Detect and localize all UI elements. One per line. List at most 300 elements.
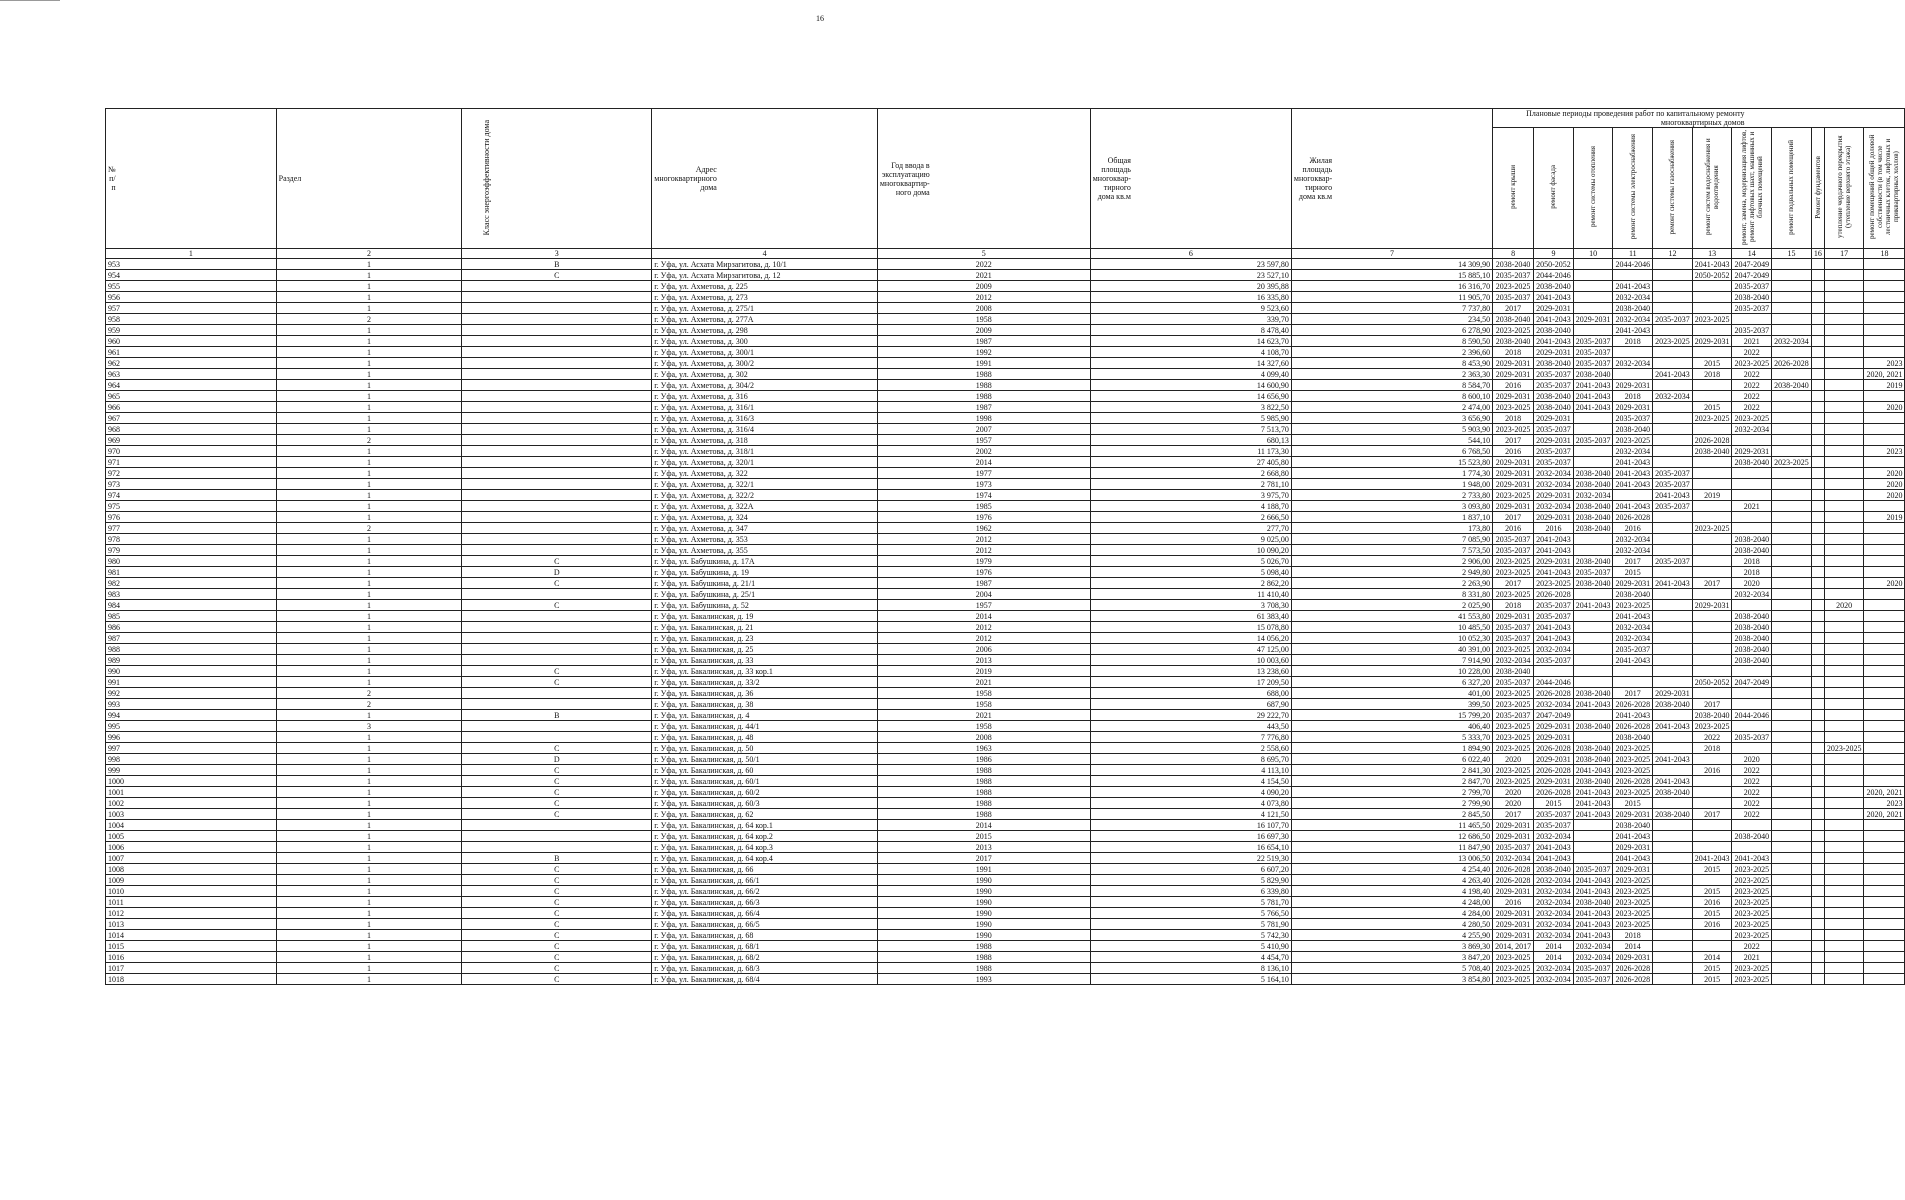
table-cell	[1811, 259, 1824, 270]
table-cell: 4 090,20	[1090, 787, 1291, 798]
column-number: 3	[462, 249, 652, 259]
table-cell	[1653, 897, 1693, 908]
table-cell: 2032-2034	[1573, 490, 1613, 501]
table-cell: 2029-2031	[1653, 688, 1693, 699]
table-cell	[1864, 743, 1905, 754]
table-cell	[1653, 798, 1693, 809]
table-cell: 2015	[1692, 886, 1732, 897]
table-cell: 5 766,50	[1090, 908, 1291, 919]
table-cell: 2035-2037	[1732, 303, 1772, 314]
table-cell	[1653, 270, 1693, 281]
table-cell: 2023-2025	[1613, 765, 1653, 776]
table-cell: 2038-2040	[1573, 479, 1613, 490]
table-cell: C	[462, 941, 652, 952]
table-cell: 2035-2037	[1493, 710, 1534, 721]
table-cell	[1811, 424, 1824, 435]
table-cell	[1824, 303, 1864, 314]
table-cell	[1692, 644, 1732, 655]
table-cell: 2021	[877, 270, 1090, 281]
table-cell: 1	[276, 787, 462, 798]
table-cell: 2014	[1534, 941, 1574, 952]
table-cell: 1	[276, 325, 462, 336]
table-cell	[1772, 281, 1812, 292]
table-cell	[1653, 963, 1693, 974]
table-cell: 2029-2031	[1613, 809, 1653, 820]
table-cell: 1012	[106, 908, 277, 919]
table-row	[106, 413, 1905, 424]
table-cell	[1811, 787, 1824, 798]
table-cell: 2023-2025	[1732, 897, 1772, 908]
table-cell: 1957	[877, 435, 1090, 446]
table-cell	[1811, 897, 1824, 908]
header-group-row	[106, 109, 1905, 128]
table-cell: 2047-2049	[1534, 710, 1574, 721]
table-cell: 2032-2034	[1613, 446, 1653, 457]
table-cell: C	[462, 798, 652, 809]
table-cell: 2047-2049	[1732, 270, 1772, 281]
table-cell: 1	[276, 677, 462, 688]
table-row	[106, 578, 1905, 589]
table-cell	[462, 292, 652, 303]
table-cell: 2029-2031	[1534, 721, 1574, 732]
table-cell: 2017	[1493, 303, 1534, 314]
table-cell	[1653, 655, 1693, 666]
table-cell: г. Уфа, ул. Ахметова, д. 318	[652, 435, 878, 446]
table-cell: 2026-2028	[1493, 864, 1534, 875]
table-cell: 1	[276, 864, 462, 875]
table-cell	[1811, 556, 1824, 567]
table-cell: 1988	[877, 809, 1090, 820]
table-cell	[462, 512, 652, 523]
table-cell: 2035-2037	[1573, 974, 1613, 985]
table-cell: 2008	[877, 303, 1090, 314]
table-cell: 11 173,30	[1090, 446, 1291, 457]
table-cell: C	[462, 875, 652, 886]
table-cell: 1	[276, 974, 462, 985]
table-cell: г. Уфа, ул. Бакалинская, д. 23	[652, 633, 878, 644]
table-cell: 1	[276, 622, 462, 633]
table-cell	[1653, 512, 1693, 523]
column-header-label: ремонт, замена, модернизация лифтов, ремонт лифтовых шахт, машинных и блочных помещений	[1739, 129, 1764, 245]
column-header-label: ремонт системы электроснабжения	[1628, 134, 1637, 240]
table-cell: 2041-2043	[1573, 765, 1613, 776]
table-cell	[1772, 347, 1812, 358]
table-cell: 2020, 2021	[1864, 787, 1905, 798]
table-cell: 2020	[1493, 787, 1534, 798]
table-cell	[1573, 259, 1613, 270]
table-row	[106, 501, 1905, 512]
table-cell: г. Уфа, ул. Бакалинская, д. 64 кор.4	[652, 853, 878, 864]
table-cell	[1692, 567, 1732, 578]
table-cell	[1864, 622, 1905, 633]
table-cell: 1990	[877, 875, 1090, 886]
table-cell: 3 975,70	[1090, 490, 1291, 501]
table-cell: г. Уфа, ул. Бакалинская, д. 50/1	[652, 754, 878, 765]
table-cell	[1824, 490, 1864, 501]
table-cell: 991	[106, 677, 277, 688]
table-cell: 1 774,30	[1291, 468, 1492, 479]
table-cell: 1988	[877, 963, 1090, 974]
table-cell	[1692, 391, 1732, 402]
table-cell: 4 121,50	[1090, 809, 1291, 820]
table-cell: C	[462, 963, 652, 974]
table-row	[106, 974, 1905, 985]
table-cell	[1824, 457, 1864, 468]
table-cell: 2041-2043	[1573, 787, 1613, 798]
table-cell	[1864, 688, 1905, 699]
table-cell	[1824, 798, 1864, 809]
table-cell: 2017	[877, 853, 1090, 864]
table-row	[106, 798, 1905, 809]
table-cell: 963	[106, 369, 277, 380]
table-cell: 2	[276, 314, 462, 325]
table-cell: 2020	[1493, 798, 1534, 809]
table-cell	[1824, 688, 1864, 699]
table-cell: 2023-2025	[1692, 523, 1732, 534]
table-cell: г. Уфа, ул. Ахметова, д. 324	[652, 512, 878, 523]
table-cell	[1692, 303, 1732, 314]
table-cell	[1864, 875, 1905, 886]
table-cell: 2032-2034	[1534, 699, 1574, 710]
table-cell: 4 280,50	[1291, 919, 1492, 930]
table-cell	[1824, 886, 1864, 897]
table-cell	[462, 633, 652, 644]
table-cell: 15 885,10	[1291, 270, 1492, 281]
table-cell: 1988	[877, 765, 1090, 776]
table-cell: 16 316,70	[1291, 281, 1492, 292]
table-cell	[1824, 468, 1864, 479]
table-cell: 2038-2040	[1732, 622, 1772, 633]
table-cell: 2029-2031	[1493, 908, 1534, 919]
table-cell: 1007	[106, 853, 277, 864]
table-cell	[1692, 688, 1732, 699]
table-cell: 1	[276, 501, 462, 512]
table-cell	[1811, 809, 1824, 820]
table-cell	[1824, 281, 1864, 292]
table-cell: г. Уфа, ул. Ахметова, д. 316/4	[652, 424, 878, 435]
table-cell: 977	[106, 523, 277, 534]
table-cell	[1864, 842, 1905, 853]
table-cell: 2035-2037	[1493, 545, 1534, 556]
table-cell	[1824, 501, 1864, 512]
table-row	[106, 732, 1905, 743]
table-cell	[1653, 666, 1693, 677]
table-cell: C	[462, 952, 652, 963]
table-cell	[1573, 534, 1613, 545]
table-cell: 2035-2037	[1534, 600, 1574, 611]
table-row	[106, 644, 1905, 655]
table-cell	[1772, 809, 1812, 820]
table-cell: 2029-2031	[1692, 600, 1732, 611]
table-cell: 2021	[877, 677, 1090, 688]
table-cell: 2035-2037	[1613, 644, 1653, 655]
table-cell: 984	[106, 600, 277, 611]
table-cell: 1003	[106, 809, 277, 820]
table-cell: 10 003,60	[1090, 655, 1291, 666]
table-cell: 1	[276, 666, 462, 677]
column-header	[462, 109, 652, 249]
table-cell: 2029-2031	[1493, 930, 1534, 941]
table-cell: 6 022,40	[1291, 754, 1492, 765]
table-cell: 1	[276, 930, 462, 941]
table-cell: 2004	[877, 589, 1090, 600]
table-cell: 2035-2037	[1732, 732, 1772, 743]
table-cell	[1692, 545, 1732, 556]
table-cell: г. Уфа, ул. Ахметова, д. 273	[652, 292, 878, 303]
table-cell: 1985	[877, 501, 1090, 512]
table-cell	[1653, 380, 1693, 391]
table-cell: г. Уфа, ул. Бакалинская, д. 44/1	[652, 721, 878, 732]
table-cell	[1824, 611, 1864, 622]
table-cell: 7 573,50	[1291, 545, 1492, 556]
table-cell	[1824, 567, 1864, 578]
table-row	[106, 787, 1905, 798]
table-cell	[1824, 633, 1864, 644]
table-cell: 2038-2040	[1732, 457, 1772, 468]
table-cell	[1653, 820, 1693, 831]
table-cell	[1653, 743, 1693, 754]
table-cell: 12 686,50	[1291, 831, 1492, 842]
header-column-numbers-row	[106, 249, 1905, 259]
table-cell	[1772, 875, 1812, 886]
table-cell: 2 363,30	[1291, 369, 1492, 380]
table-cell: г. Уфа, ул. Бакалинская, д. 62	[652, 809, 878, 820]
table-cell	[1811, 765, 1824, 776]
table-cell: 2020	[1864, 468, 1905, 479]
table-cell: 2032-2034	[1534, 479, 1574, 490]
table-cell: 2029-2031	[1534, 776, 1574, 787]
table-cell	[1772, 600, 1812, 611]
table-cell: 1	[276, 358, 462, 369]
table-cell	[1811, 567, 1824, 578]
table-cell	[1811, 732, 1824, 743]
table-cell	[1811, 303, 1824, 314]
table-cell: 2029-2031	[1493, 369, 1534, 380]
table-cell	[1811, 644, 1824, 655]
table-cell	[1811, 853, 1824, 864]
table-cell: 2023-2025	[1613, 886, 1653, 897]
table-cell: 2029-2031	[1613, 842, 1653, 853]
table-cell	[1811, 611, 1824, 622]
table-cell: 2029-2031	[1493, 457, 1534, 468]
table-cell: 2038-2040	[1573, 743, 1613, 754]
table-cell	[1811, 325, 1824, 336]
table-cell: 2044-2046	[1732, 710, 1772, 721]
table-cell: 1005	[106, 831, 277, 842]
table-cell: г. Уфа, ул. Бакалинская, д. 68/3	[652, 963, 878, 974]
table-cell: 2029-2031	[1573, 314, 1613, 325]
table-cell	[1732, 666, 1772, 677]
table-cell: 1	[276, 512, 462, 523]
column-header-label: Ремонт фундаментов	[1813, 155, 1822, 219]
table-cell	[1811, 721, 1824, 732]
table-cell	[1732, 820, 1772, 831]
table-cell: 2023-2025	[1732, 908, 1772, 919]
table-cell: 2021	[877, 710, 1090, 721]
table-cell: 957	[106, 303, 277, 314]
table-cell: 2013	[877, 842, 1090, 853]
table-cell: 2015	[1692, 974, 1732, 985]
table-cell: 7 776,80	[1090, 732, 1291, 743]
table-cell	[1772, 842, 1812, 853]
table-cell: 1017	[106, 963, 277, 974]
table-cell: 2038-2040	[1692, 710, 1732, 721]
table-cell: 2041-2043	[1534, 336, 1574, 347]
table-cell: 1001	[106, 787, 277, 798]
table-row	[106, 457, 1905, 468]
table-cell: 2023-2025	[1732, 875, 1772, 886]
table-cell: 966	[106, 402, 277, 413]
table-cell: 5 708,40	[1291, 963, 1492, 974]
table-cell: 2026-2028	[1613, 963, 1653, 974]
table-row	[106, 666, 1905, 677]
table-cell	[1772, 974, 1812, 985]
table-cell: 2041-2043	[1613, 325, 1653, 336]
table-cell: 1988	[877, 952, 1090, 963]
table-cell	[1824, 556, 1864, 567]
table-row	[106, 886, 1905, 897]
table-cell	[1811, 886, 1824, 897]
table-cell	[1824, 853, 1864, 864]
table-cell	[1811, 523, 1824, 534]
table-cell: 1	[276, 259, 462, 270]
table-cell	[1811, 512, 1824, 523]
table-row	[106, 908, 1905, 919]
table-cell: 1988	[877, 798, 1090, 809]
table-cell	[1864, 644, 1905, 655]
table-cell: 2012	[877, 292, 1090, 303]
table-cell	[1824, 776, 1864, 787]
column-header	[1824, 128, 1864, 249]
table-cell	[462, 699, 652, 710]
table-row	[106, 556, 1905, 567]
table-cell: 2023-2025	[1732, 864, 1772, 875]
column-header-label: Класс энергоэффективности дома	[482, 119, 492, 236]
table-cell: 1	[276, 908, 462, 919]
table-cell: 2 396,60	[1291, 347, 1492, 358]
table-cell: 2038-2040	[1653, 809, 1693, 820]
table-cell: 1990	[877, 908, 1090, 919]
table-cell: 971	[106, 457, 277, 468]
table-cell: 986	[106, 622, 277, 633]
table-cell: г. Уфа, ул. Бакалинская, д. 66/1	[652, 875, 878, 886]
table-cell: 2038-2040	[1613, 820, 1653, 831]
table-cell: 9 025,00	[1090, 534, 1291, 545]
table-row	[106, 622, 1905, 633]
table-cell: 2038-2040	[1534, 281, 1574, 292]
table-row	[106, 314, 1905, 325]
table-cell: г. Уфа, ул. Бакалинская, д. 38	[652, 699, 878, 710]
table-cell	[1811, 446, 1824, 457]
table-cell: 2016	[1692, 919, 1732, 930]
table-cell	[1772, 402, 1812, 413]
table-cell: 2032-2034	[1772, 336, 1812, 347]
table-cell	[1692, 622, 1732, 633]
table-cell	[1613, 677, 1653, 688]
table-cell	[1824, 270, 1864, 281]
table-row	[106, 776, 1905, 787]
table-cell: 2035-2037	[1534, 809, 1574, 820]
table-cell	[1811, 545, 1824, 556]
table-cell	[1613, 369, 1653, 380]
table-cell: 2008	[877, 732, 1090, 743]
table-cell: 2041-2043	[1573, 930, 1613, 941]
table-cell: 2038-2040	[1573, 468, 1613, 479]
table-cell: 1	[276, 380, 462, 391]
table-cell: 2032-2034	[1732, 424, 1772, 435]
table-cell: 2038-2040	[1692, 446, 1732, 457]
table-cell: 401,00	[1291, 688, 1492, 699]
table-cell	[1772, 787, 1812, 798]
table-cell	[1824, 721, 1864, 732]
table-cell	[1653, 919, 1693, 930]
table-cell: 2 799,70	[1291, 787, 1492, 798]
table-cell: 1991	[877, 864, 1090, 875]
table-cell: 2023-2025	[1493, 743, 1534, 754]
table-cell	[1811, 314, 1824, 325]
table-cell	[1772, 545, 1812, 556]
table-row	[106, 699, 1905, 710]
table-cell	[1811, 578, 1824, 589]
table-cell	[1864, 347, 1905, 358]
table-cell	[1772, 501, 1812, 512]
table-cell: 544,10	[1291, 435, 1492, 446]
table-cell: г. Уфа, ул. Бакалинская, д. 50	[652, 743, 878, 754]
table-cell	[462, 336, 652, 347]
table-cell	[1772, 259, 1812, 270]
table-cell	[1824, 512, 1864, 523]
table-cell: 2016	[1613, 523, 1653, 534]
table-cell: г. Уфа, ул. Бакалинская, д. 66	[652, 864, 878, 875]
table-cell: 1	[276, 776, 462, 787]
table-cell	[1864, 963, 1905, 974]
table-cell	[1653, 622, 1693, 633]
table-cell: 2032-2034	[1613, 545, 1653, 556]
table-cell: 2050-2052	[1692, 270, 1732, 281]
table-cell: 2038-2040	[1653, 787, 1693, 798]
table-cell: 1	[276, 919, 462, 930]
table-cell: C	[462, 270, 652, 281]
table-cell	[1573, 710, 1613, 721]
table-cell: 2017	[1493, 512, 1534, 523]
table-cell: 1993	[877, 974, 1090, 985]
table-cell: 5 742,30	[1090, 930, 1291, 941]
table-cell	[1772, 930, 1812, 941]
table-cell	[1824, 963, 1864, 974]
table-cell: 2032-2034	[1493, 853, 1534, 864]
table-row	[106, 677, 1905, 688]
table-cell: г. Уфа, ул. Бакалинская, д. 64 кор.2	[652, 831, 878, 842]
table-cell: 2038-2040	[1573, 369, 1613, 380]
table-cell: 2 847,70	[1291, 776, 1492, 787]
table-cell: 2038-2040	[1732, 611, 1772, 622]
table-cell: 2019	[1864, 512, 1905, 523]
table-cell: 14 623,70	[1090, 336, 1291, 347]
table-cell	[1811, 820, 1824, 831]
table-cell	[1772, 446, 1812, 457]
table-cell: г. Уфа, ул. Бакалинская, д. 33/2	[652, 677, 878, 688]
table-cell	[1732, 490, 1772, 501]
table-cell: 2032-2034	[1613, 633, 1653, 644]
table-cell	[1653, 732, 1693, 743]
repair-schedule-table	[105, 108, 1905, 985]
table-cell: 2035-2037	[1534, 611, 1574, 622]
table-cell: 983	[106, 589, 277, 600]
table-cell	[1772, 479, 1812, 490]
table-cell: 2035-2037	[1493, 622, 1534, 633]
table-cell	[1864, 820, 1905, 831]
table-cell: 2018	[1692, 743, 1732, 754]
